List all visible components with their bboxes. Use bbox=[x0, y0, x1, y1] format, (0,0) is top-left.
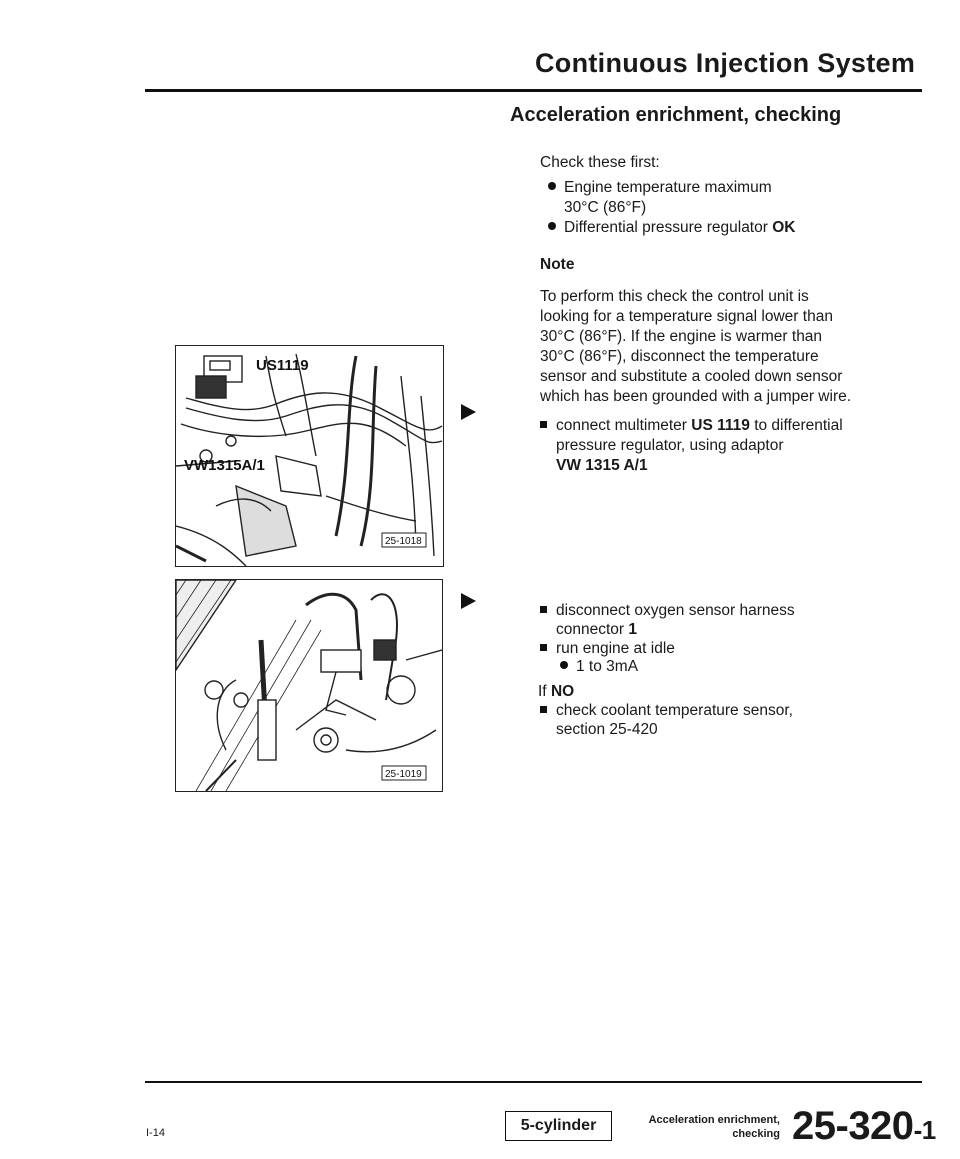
footer-title-line-1: Acceleration enrichment, bbox=[648, 1114, 780, 1126]
engine-type-badge: 5-cylinder bbox=[505, 1111, 612, 1141]
note-line-3: 30°C (86°F). If the engine is warmer than bbox=[540, 328, 823, 345]
note-heading: Note bbox=[540, 256, 575, 273]
page-header-title: Continuous Injection System bbox=[535, 48, 916, 78]
check-item-2-ok: OK bbox=[772, 219, 796, 236]
bullet-dot-icon bbox=[548, 182, 556, 190]
step2-line-5-text: check coolant temperature sensor, bbox=[556, 702, 793, 719]
step2-line-1 bbox=[540, 600, 795, 621]
step2-line-2-text: connector bbox=[556, 621, 625, 638]
step2-line-6: section 25-420 bbox=[556, 721, 658, 738]
pointer-arrow-icon bbox=[461, 593, 476, 609]
step1-line-1 bbox=[540, 415, 843, 436]
check-item-1 bbox=[548, 177, 772, 198]
note-line-6: which has been grounded with a jumper wire. bbox=[540, 388, 852, 405]
step2-line-4-text: 1 to 3mA bbox=[576, 658, 639, 675]
bullet-square-icon bbox=[540, 706, 547, 713]
figure-multimeter-connection bbox=[175, 345, 444, 567]
step1-line-2: pressure regulator, using adaptor bbox=[556, 437, 784, 454]
pointer-arrow-icon bbox=[461, 404, 476, 420]
footer-rule bbox=[145, 1081, 922, 1083]
step2-if-value: NO bbox=[550, 683, 575, 700]
check-item-1-cont: 30°C (86°F) bbox=[564, 199, 647, 216]
note-line-2: looking for a temperature signal lower than bbox=[540, 308, 833, 325]
page-number bbox=[792, 1106, 936, 1150]
step2-line-2 bbox=[556, 619, 637, 640]
check-item-2-text: Differential pressure regulator bbox=[564, 219, 768, 236]
check-first-label: Check these first: bbox=[540, 154, 660, 171]
step2-line-3-text: run engine at idle bbox=[556, 640, 675, 657]
check-item-1-text: Engine temperature maximum bbox=[564, 179, 772, 196]
bullet-dot-icon bbox=[548, 222, 556, 230]
page-number-main: 25-320 bbox=[792, 1104, 914, 1148]
note-line-1: To perform this check the control unit is bbox=[540, 288, 809, 305]
figure1-code: 25-1018 bbox=[385, 536, 422, 547]
header-rule bbox=[145, 89, 922, 92]
figure-oxygen-sensor-connector bbox=[175, 579, 443, 792]
step2-if bbox=[538, 681, 574, 702]
footer-title-line-2: checking bbox=[732, 1128, 780, 1140]
page-number-suffix: -1 bbox=[913, 1115, 936, 1145]
engine-illustration-2 bbox=[176, 580, 442, 791]
step1-text-a: connect multimeter bbox=[556, 417, 687, 434]
figure-label-us1119: US1119 bbox=[256, 357, 309, 374]
step1-tool-b: VW 1315 A/1 bbox=[556, 457, 648, 474]
check-item-2 bbox=[548, 217, 795, 238]
engine-illustration-1 bbox=[176, 346, 443, 566]
bullet-dot-icon bbox=[560, 661, 568, 669]
step2-line-1-text: disconnect oxygen sensor harness bbox=[556, 602, 795, 619]
footer-left-code: I-14 bbox=[146, 1127, 165, 1139]
section-title: Acceleration enrichment, checking bbox=[510, 104, 842, 126]
bullet-square-icon bbox=[540, 644, 547, 651]
step2-line-4 bbox=[560, 656, 638, 677]
step1-text-b: to differential bbox=[754, 417, 843, 434]
step2-line-5 bbox=[540, 700, 793, 721]
step2-if-text: If bbox=[538, 683, 547, 700]
figure-label-vw1315a1: VW1315A/1 bbox=[184, 457, 265, 474]
footer-section-title bbox=[630, 1113, 780, 1141]
figure2-code: 25-1019 bbox=[385, 769, 422, 780]
note-line-5: sensor and substitute a cooled down sensor bbox=[540, 368, 843, 385]
step1-tool-a: US 1119 bbox=[691, 417, 750, 434]
bullet-square-icon bbox=[540, 606, 547, 613]
note-line-4: 30°C (86°F), disconnect the temperature bbox=[540, 348, 819, 365]
bullet-square-icon bbox=[540, 421, 547, 428]
step2-connector-num: 1 bbox=[628, 621, 638, 638]
